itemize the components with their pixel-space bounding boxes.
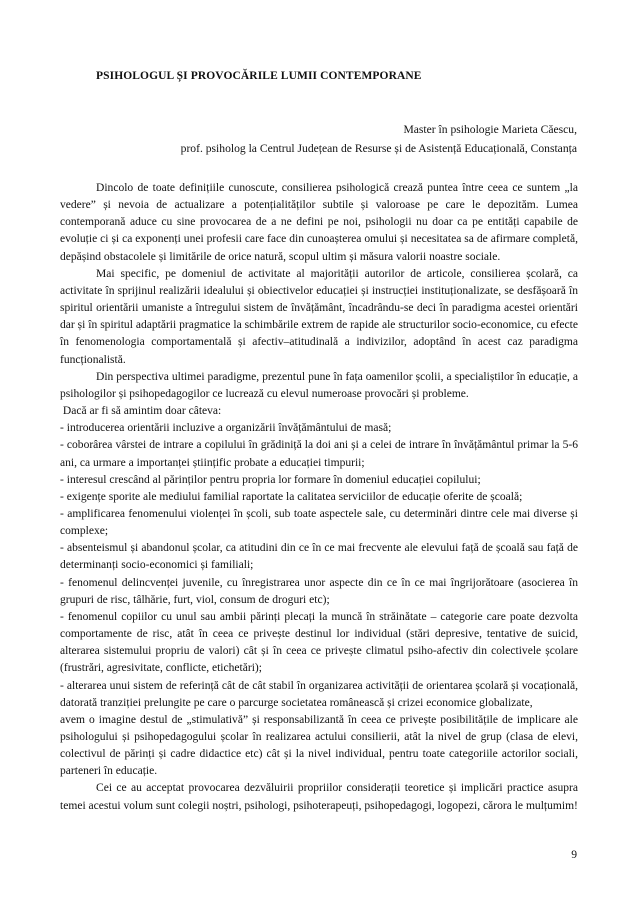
article-title: PSIHOLOGUL ȘI PROVOCĂRILE LUMII CONTEMPORANE (96, 70, 422, 82)
paragraph-perspective: Din perspectiva ultimei paradigme, prezentul pune în fața oamenilor școlii, a specialiștilor în educație, a psihologilor și psihopedagogilor ce lucrează cu elevul numeroase provocări și probleme. (60, 370, 578, 400)
list-item: - amplificarea fenomenului violenței în școli, sub toate aspectele sale, cu determinări dintre cele mai diverse și complexe; (60, 507, 578, 538)
author-affiliation: prof. psiholog la Centrul Județean de Resurse și de Asistență Educațională, Constanța (180, 142, 577, 155)
list-item: - coborârea vârstei de intrare a copilului în grădiniță la doi ani și a celei de intrare în învățământul primar la 5-6 ani, ca urmare a importanței științific probate a educației timpurii; (60, 439, 578, 469)
paragraph-specific: Mai specific, pe domeniul de activitate al majorității autorilor de articole, consilierea școlară, ca activitate în sprijinul realizării idealului și obiectivelor educației și instrucției instituționalizate, se desfășoară în spiritul orientării umaniste a întregului sistem de învățământ, încadrându-se deci în paradigma acestei orientări dar și în spiritul adaptării pragmatice la schimbările extrem de rapide ale structurilor socio-economice, cu efecte în fenomenologia comportamentală și afectiv–atitudinală a indivizilor, adoptând în acest caz paradigma funcționalistă. (60, 267, 578, 366)
list-item: - absenteismul și abandonul școlar, ca atitudini din ce în ce mai frecvente ale elevului față de școală sau față de determinanți socio-economici și familiali; (60, 542, 578, 572)
paragraph-after-list: avem o imagine destul de „stimulativă” și responsabilizantă în ceea ce privește posibilitățile de implicare ale psihologului și psihopedagogului școlar în realizarea actului consilierii, atât la nivel de grup (clasa de elevi, colectivul de părinți și cadre didactice etc) cât și la nivel individual, pentru toate categoriile actorilor sociali, parteneri în educație. (60, 713, 578, 778)
list-item: - alterarea unui sistem de referință cât de cât stabil în organizarea activității de orientarea școlară și vocațională, datorată tranziției prelungite pe care o parcurge societatea românească și crizei economice globalizate, (60, 679, 578, 709)
article-body (60, 180, 578, 815)
author-name: Master în psihologie Marieta Căescu, (403, 123, 577, 136)
list-item: - introducerea orientării incluzive a organizării învățământului de masă; (60, 422, 392, 435)
list-intro: Dacă ar fi să amintim doar câteva: (60, 405, 222, 418)
page-number: 9 (571, 848, 577, 861)
paragraph-intro: Dincolo de toate definițiile cunoscute, consilierea psihologică crează puntea între ceea ce suntem „la vedere” și nevoia de actualizare a potențialităților subtile și valoroase pe care le depozităm. Lumea contemporană aduce cu sine provocarea de a ne defini pe noi, psihologii nu doar ca pe entități capabile de evoluție ci și ca exponenți unei profesii care face din cunoașterea omului și necesitatea sa de afirmare completă, depășind obstacolele și limitările de orice natură, scopul ultim și măsura valorii noastre sociale. (60, 182, 578, 263)
list-item: - exigențe sporite ale mediului familial raportate la calitatea serviciilor de educație oferite de școală; (60, 490, 523, 503)
list-item: - fenomenul delincvenței juvenile, cu înregistrarea unor aspecte din ce în ce mai îngrijorătoare (asocierea în grupuri de risc, tâlhărie, furt, viol, consum de droguri etc); (60, 576, 578, 606)
list-item: - fenomenul copiilor cu unul sau ambii părinți plecați la muncă în străinătate – categorie care poate dezvolta comportamente de risc, atât în ceea ce privește destinul lor individual (stări depresive, tentative de suicid, alterarea sistemului propriu de valori) cât și în ceea ce privește climatul psiho-afectiv din colectivele școlare (frustrări, agresivitate, conflicte, etichetări); (60, 610, 578, 675)
list-item: - interesul crescând al părinților pentru propria lor formare în domeniul educației copilului; (60, 473, 481, 486)
paragraph-closing: Cei ce au acceptat provocarea dezvăluirii propriilor considerații teoretice și implicări practice asupra temei acestui volum sunt colegii noștri, psihologi, psihoterapeuți, psihopedagogi, logopezi, cărora le mulțumim! (60, 782, 578, 812)
